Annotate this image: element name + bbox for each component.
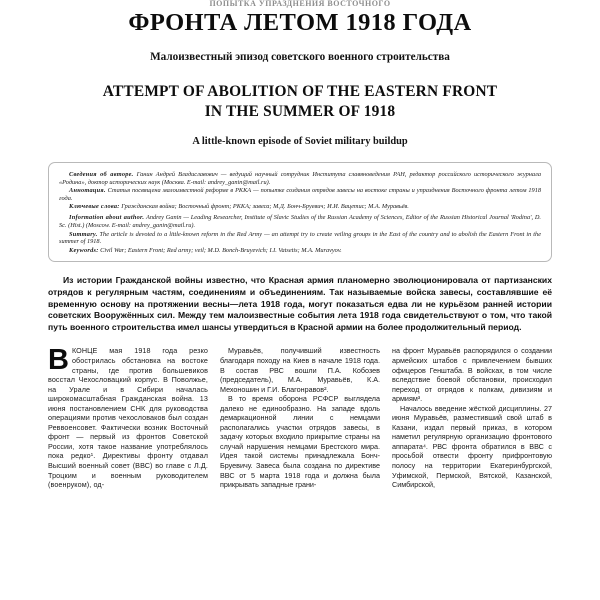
body-paragraph-text: В то время оборона РСФСР выглядела далеко не единообразно. На западе вдоль демаркационной линии с немцами располагались участки отрядов завесы, в задачу которых входило прикрытие страны на случай нарушения немцами Брестского мира. Идея такой системы принадлежала Бонч-Бруевичу. Завеса была создана по директиве ВВС от 5 марта 1918 года и должна была прикрывать западные грани- [220, 394, 380, 490]
author-info-ru [59, 171, 541, 187]
annotation-ru-label: Аннотация. [69, 187, 106, 195]
summary-en-label: Summary. [69, 230, 98, 238]
annotation-ru-text: Статья посвящена малоизвестной реформе в РККА — попытке создания отрядов завесы на востоке страны и упразднения Восточного фронта летом 1918 года. [59, 187, 542, 202]
lead-paragraph: Из истории Гражданской войны известно, что Красная армия планомерно эволюционировала от партизанских отрядов к регулярным частям, соединениям и объединениям. Так называемые войска завесы, составлявшие её временную основу на протяжении весны—лета 1918 года, могут показаться едва ли не курьёзом ранней истории советских Вооружённых сил. Между тем малоизвестные события лета 1918 года свидетельствуют о том, что такой путь военного строительства имел шансы утвердиться в Красной армии на более продолжительный период. [48, 275, 552, 332]
author-info-en-text: Andrey Ganin — Leading Researcher, Institute of Slavic Studies of the Russian Academy of Sciences, Editor of the Russian Historical Journal 'Rodina', D. Sc. (Hist.) (Moscow. E-mail: andrey_ganin@mail.ru). [59, 214, 541, 230]
page-title-en [48, 82, 552, 122]
author-info-en [59, 214, 541, 230]
body-paragraph [220, 346, 380, 394]
body-paragraph [392, 346, 552, 403]
body-paragraph-text: Началось введение жёсткой дисциплины. 27 июня Муравьёв, разместивший свой штаб в Казани, издал первый приказ, в котором наметил регулярную организацию фронтового аппарата⁴. РВС фронта обратился в ВВС с просьбой отвести фронту прифронтовую полосу на территории Екатеринбургской, Уфимской, Пермской, Вятской, Казанской, Симбирской, [392, 403, 552, 490]
page-title-en-line1: ATTEMPT OF ABOLITION OF THE EASTERN FRONT [102, 83, 498, 100]
summary-en-text: The article is devoted to a little-known reform in the Red Army — an attempt try to create veiling groups in the East of the country and to abolish the Eastern Front in the summer of 1918. [59, 230, 541, 246]
annotation-ru [59, 187, 541, 203]
summary-en [59, 231, 541, 247]
author-info-en-label: Information about author. [69, 214, 145, 222]
keywords-en [59, 247, 541, 255]
abstract-box [48, 162, 552, 262]
keywords-en-label: Keywords: [69, 246, 99, 254]
page-title-ru: ФРОНТА ЛЕТОМ 1918 ГОДА [128, 9, 472, 36]
author-info-ru-label: Сведения об авторе. [69, 171, 134, 178]
page-title-en-line2: IN THE SUMMER OF 1918 [204, 103, 396, 120]
author-info-ru-text: Ганин Андрей Владиславович — ведущий научный сотрудник Института славяноведения РАН, редактор российского исторического журнала «Родина», доктор исторических наук (Москва. E-mail: andrey_ganin@mail.ru). [59, 171, 541, 186]
body-paragraph-text: Муравьёв, получивший известность благодаря походу на Киев в начале 1918 года. В состав РВС вошли П.А. Кобозев (председатель), М.А. Муравьёв, К.А. Мехоношин и Г.И. Благонравов². [220, 346, 380, 394]
title-block [48, 0, 552, 149]
body-columns [48, 346, 552, 560]
body-paragraph-text: на фронт Муравьёв распорядился о создании армейских штабов с привлечением бывших офицеров Генштаба. В войсках, в том числе вследствие боевой обстановки, происходил переход от отрядов к полкам, дивизиям и армиям³. [392, 346, 552, 404]
keywords-en-text: Civil War; Eastern Front; Red army; veil; M.D. Bonch-Bruyevich; I.I. Vatsetis; M.A. Muravyov. [100, 246, 342, 254]
body-paragraph [48, 346, 208, 489]
cropped-title-line: ПОПЫТКА УПРАЗДНЕНИЯ ВОСТОЧНОГО [209, 0, 391, 8]
drop-cap: В [48, 344, 69, 377]
keywords-ru-text: Гражданская война; Восточный фронт; РККА; завеса; М.Д. Бонч-Бруевич; И.И. Вацетис; М.А. Муравьёв. [121, 203, 409, 211]
body-column-3 [392, 346, 552, 560]
page-subtitle-en: A little-known episode of Soviet military buildup [192, 136, 408, 147]
page-subtitle-ru: Малоизвестный эпизод советского военного строительства [150, 51, 450, 63]
keywords-ru [59, 203, 541, 211]
body-paragraph [392, 404, 552, 490]
body-paragraph [220, 394, 380, 489]
body-column-2 [220, 346, 380, 560]
keywords-ru-label: Ключевые слова: [69, 203, 120, 211]
body-column-1 [48, 346, 208, 560]
body-paragraph-text: КОНЦЕ мая 1918 года резко обострилась обстановка на востоке страны, где против большевиков восстал Чехословацкий корпус. В Поволжье, на Урале и в Сибири началась широкомасштабная Гражданская война. 13 июня постановлением СНК для руководства операциями против чехословаков был создан Реввоенсовет. Фактически возник Восточный фронт — первый из фронтов Советской России, хотя такое название употреблялось пока редко¹. Директивы фронту отдавал Высший военный совет (ВВС) во главе с Л.Д. Троцким и военным руководителем (военруком), од- [48, 346, 208, 490]
